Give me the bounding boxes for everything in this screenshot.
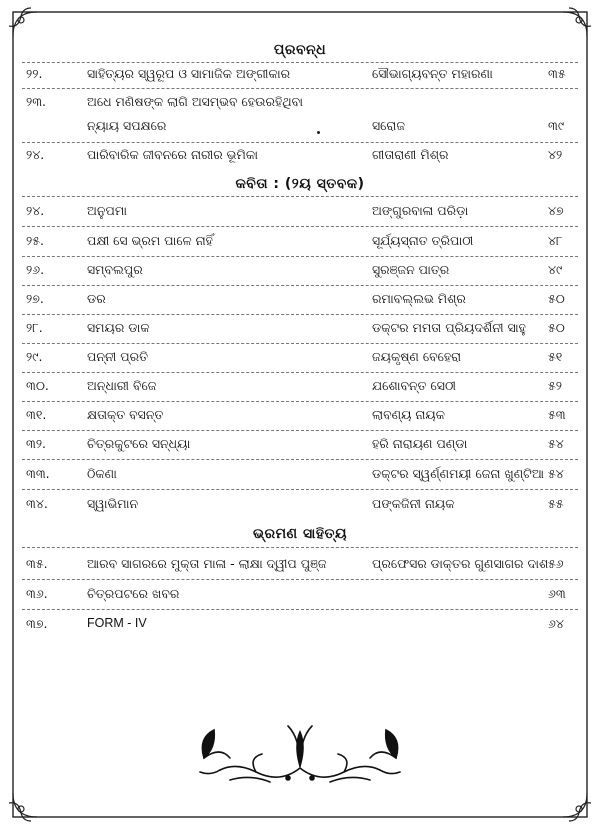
divider — [22, 459, 578, 460]
entry-page: ୫୪ — [548, 466, 564, 481]
section-heading-prabandha: ପ୍ରବନ୍ଧ — [273, 42, 327, 58]
toc-entry — [0, 582, 600, 608]
entry-title: କ୍ଷତାକ୍ତ ବସନ୍ତ — [87, 407, 164, 422]
divider — [22, 489, 578, 490]
entry-author: ଅଙ୍ଗୁରବାଳା ପରିଡ଼ା — [372, 203, 469, 218]
entry-title: ସମ୍ବଲପୁର — [87, 262, 143, 277]
entry-title: ଅନ୍ଧାରୀ ବିଜେ — [87, 378, 157, 393]
entry-page: ୫୧ — [548, 349, 563, 364]
entry-title: ଠିକଣା — [87, 466, 117, 481]
floral-ornament-icon — [190, 718, 410, 788]
entry-number: ୩୨. — [26, 436, 47, 451]
entry-title-continued: ନ୍ୟାୟ ସପକ୍ଷରେ — [87, 118, 167, 133]
toc-entry — [0, 462, 600, 488]
entry-title: FORM - IV — [87, 616, 147, 630]
divider — [22, 285, 578, 286]
entry-number: ୩୦. — [26, 378, 49, 393]
toc-entry — [0, 612, 600, 638]
entry-title: ଆରବ ସାଗରରେ ମୁକ୍ତା ମାଳା - ଲାକ୍ଷା ଦ୍ୱୀପ ପୁଞ୍ଜ — [87, 556, 327, 571]
entry-page: ୫୬ — [548, 556, 564, 571]
entry-page: ୫୦ — [548, 291, 565, 306]
entry-number: ୨୬. — [26, 262, 45, 277]
divider — [22, 609, 578, 610]
entry-author: ଲାବଣ୍ୟ ନାୟକ — [372, 407, 445, 422]
toc-entry — [0, 62, 600, 88]
entry-page: ୫୪ — [548, 436, 564, 451]
toc-entry — [0, 316, 600, 342]
divider — [22, 226, 578, 227]
divider — [22, 579, 578, 580]
entry-number: ୩୭. — [26, 616, 48, 631]
entry-number: ୨୩. — [26, 94, 47, 109]
entry-page: ୫୦ — [548, 320, 565, 335]
entry-number: ୩୪. — [26, 496, 48, 511]
entry-title: ଡର — [87, 291, 106, 306]
entry-number: ୨୯. — [26, 349, 43, 364]
entry-author: ରମାବଲ୍ଲଭ ମିଶ୍ର — [372, 291, 466, 306]
divider — [22, 314, 578, 315]
entry-author: ଡକ୍ଟର ମମତା ପ୍ରିୟଦର୍ଶିନୀ ସାହୁ — [372, 320, 526, 335]
entry-title: ସମୟର ଡାକ — [87, 320, 150, 335]
entry-author: ଗୀତାରାଣୀ ମିଶ୍ର — [372, 147, 449, 162]
section-heading-bhramana: ଭ୍ରମଣ ସାହିତ୍ୟ — [252, 526, 348, 542]
stray-dot — [317, 131, 320, 134]
divider — [22, 372, 578, 373]
entry-author: ଡକ୍ଟର ସ୍ୱର୍ଣ୍ଣମୟୀ ଜେନା ଖୁଣ୍ଟିଆ — [372, 466, 544, 481]
entry-author: ଜୟକୃଷ୍ଣ ବେହେରା — [372, 349, 462, 364]
entry-page: ୩୯ — [548, 118, 565, 133]
entry-title: ପନ୍ନୀ ପ୍ରତି — [87, 349, 149, 364]
entry-number: ୩୧. — [26, 407, 47, 422]
entry-number: ୩୫. — [26, 556, 48, 571]
entry-number: ୨୭. — [26, 291, 44, 306]
toc-entry — [0, 432, 600, 458]
entry-page: ୫୨ — [548, 378, 563, 393]
toc-entry — [0, 258, 600, 284]
divider — [22, 401, 578, 402]
entry-author: ପ୍ରଫେସର ଡାକ୍ତର ଗୁଣସାଗର ଦାଶ — [372, 556, 549, 571]
divider — [22, 547, 578, 548]
toc-entry — [0, 287, 600, 313]
entry-number: ୨୫. — [26, 233, 44, 248]
divider — [22, 430, 578, 431]
toc-entry — [0, 345, 600, 371]
divider — [22, 88, 578, 89]
entry-page: ୩୫ — [548, 66, 566, 81]
entry-page: ୬୪ — [548, 616, 564, 631]
toc-entry — [0, 229, 600, 255]
entry-author: ସୂର୍ଯ୍ୟସ୍ନାତ ତ୍ରିପାଠୀ — [372, 233, 474, 248]
entry-author: ହରି ନାରାୟଣ ପଣ୍ଡା — [372, 436, 468, 451]
entry-page: ୪୭ — [548, 203, 564, 218]
entry-number: ୩୩. — [26, 466, 50, 481]
entry-title: ପାରିବାରିକ ଜୀବନରେ ନାରୀର ଭୂମିକା — [87, 147, 258, 162]
entry-number: ୨୨. — [26, 66, 43, 81]
entry-author: ଯଶୋବନ୍ତ ସେଠୀ — [372, 378, 457, 393]
entry-title: ଚିତ୍ରପଟରେ ଖବର — [87, 586, 180, 601]
entry-title: ସାହିତ୍ୟର ସ୍ୱରୂପ ଓ ସାମାଜିକ ଅଙ୍ଗୀକାର — [87, 66, 291, 81]
entry-page: ୫୫ — [548, 496, 564, 511]
entry-number: ୨୪. — [26, 147, 45, 162]
entry-page: ୪୯ — [548, 262, 563, 277]
toc-entry — [0, 492, 600, 518]
entry-author: ପଙ୍କଜିନୀ ନାୟକ — [372, 496, 455, 511]
divider — [22, 343, 578, 344]
entry-author: ସରୋଜ — [372, 118, 405, 133]
entry-page: ୪୨ — [548, 147, 563, 162]
toc-entry — [0, 90, 600, 140]
entry-author: ସୁରଞ୍ଜନ ପାତ୍ର — [372, 262, 450, 277]
entry-number: ୨୪. — [26, 203, 45, 218]
entry-page: ୪୮ — [548, 233, 563, 248]
section-heading-kabita: କବିତା : (୨ୟ ସ୍ତବକ) — [235, 176, 365, 192]
toc-entry — [0, 552, 600, 578]
toc-entry — [0, 199, 600, 225]
divider — [22, 196, 578, 197]
entry-number: ୩୬. — [26, 586, 48, 601]
entry-number: ୨୮. — [26, 320, 43, 335]
toc-entry — [0, 403, 600, 429]
entry-title: ପକ୍ଷୀ ସେ ଭ୍ରମ ପାଳେ ନାହିଁ — [87, 233, 213, 248]
entry-page: ୬୩ — [548, 586, 566, 601]
divider — [22, 256, 578, 257]
entry-title: ଚିତ୍ରକୁଟରେ ସନ୍ଧ୍ୟା — [87, 436, 191, 451]
entry-author: ସୌଭାଗ୍ୟବନ୍ତ ମହାରଣା — [372, 66, 493, 81]
toc-entry — [0, 374, 600, 400]
entry-title: ଅନୁପମା — [87, 203, 128, 218]
entry-title: ସ୍ୱାଭିମାନ — [87, 496, 139, 511]
entry-title: ଅଧେ ମଣିଷଙ୍କ ଲାଗି ଅସମ୍ଭବ ହେଉରହିଥିବା — [87, 94, 303, 109]
entry-page: ୫୩ — [548, 407, 566, 422]
toc-entry — [0, 143, 600, 169]
